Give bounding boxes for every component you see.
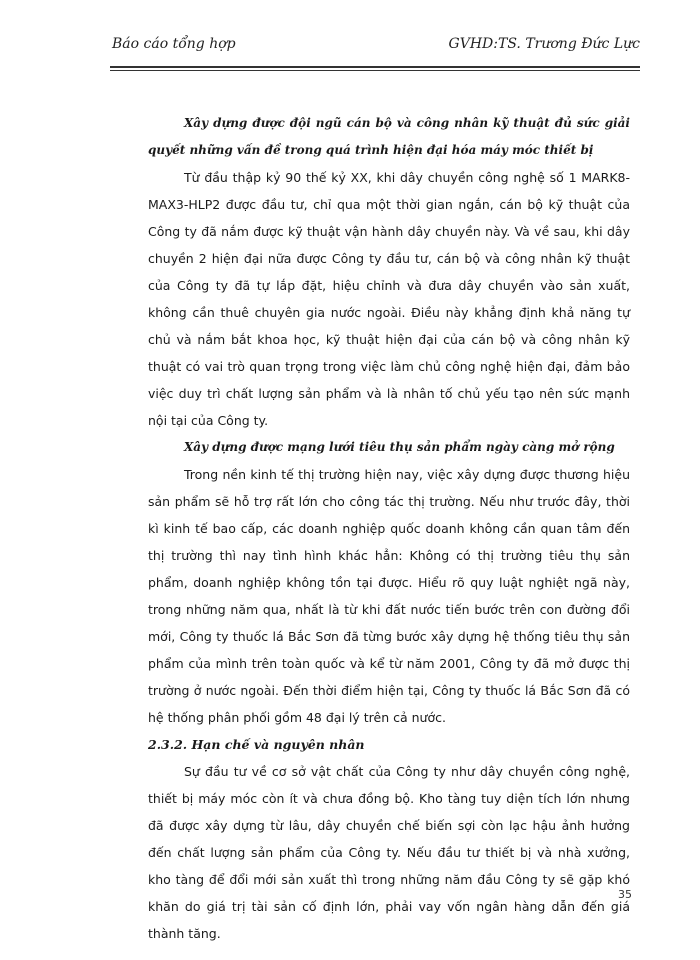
paragraph-limitations: Sự đầu tư về cơ sở vật chất của Công ty như dây chuyền công nghệ, thiết bị máy móc còn ít và chưa đồng bộ. Kho tàng tuy diện tích lớn nhưng đã được xây dựng từ lâu, dây chuyền chế biến sợi còn lạc hậu ảnh hưởng đến chất lượng sản phẩm của Công ty. Nếu đầu tư thiết bị và nhà xưởng, kho tàng để đổi mới sản xuất thì trong những năm đầu Công ty sẽ gặp khó khăn do giá trị tài sản cố định lớn, phải vay vốn ngân hàng dẫn đến giá thành tăng.: [148, 764, 630, 941]
paragraph-market: Trong nền kinh tế thị trường hiện nay, việc xây dựng được thương hiệu sản phẩm sẽ hỗ trợ rất lớn cho công tác thị trường. Nếu như trước đây, thời kì kinh tế bao cấp, các doanh nghiệp quốc doanh không cần quan tâm đến thị trường thì nay tình hình khác hẳn: Không có thị trường tiêu thụ sản phẩm, doanh nghiệp không tồn tại được. Hiểu rõ quy luật nghiệt ngã này, trong những năm qua, nhất là từ khi đất nước tiến bước trên con đường đổi mới, Công ty thuốc lá Bắc Sơn đã từng bước xây dựng hệ thống tiêu thụ sản phẩm của mình trên toàn quốc và kể từ năm 2001, Công ty đã mở được thị trường ở nước ngoài. Đến thời điểm hiện tại, Công ty thuốc lá Bắc Sơn đã có hệ thống phân phối gồm 48 đại lý trên cả nước.: [148, 467, 630, 725]
paragraph-technology: Từ đầu thập kỷ 90 thế kỷ XX, khi dây chuyền công nghệ số 1 MARK8-MAX3-HLP2 được đầu tư, chỉ qua một thời gian ngắn, cán bộ kỹ thuật của Công ty đã nắm được kỹ thuật vận hành dây chuyền này. Và về sau, khi dây chuyền 2 hiện đại nữa được Công ty đầu tư, cán bộ và công nhân kỹ thuật của Công ty đã tự lắp đặt, hiệu chỉnh và đưa dây chuyền vào sản xuất, không cần thuê chuyên gia nước ngoài. Điều này khẳng định khả năng tự chủ và nắm bắt khoa học, kỹ thuật hiện đại của cán bộ và công nhân kỹ thuật có vai trò quan trọng trong việc làm chủ công nghệ hiện đại, đảm bảo việc duy trì chất lượng sản phẩm và là nhân tố chủ yếu tạo nên sức mạnh nội tại của Công ty.: [148, 170, 630, 428]
document-body: [148, 110, 630, 947]
subheading-distribution: Xây dựng được mạng lưới tiêu thụ sản phẩm ngày càng mở rộng: [184, 440, 615, 454]
page-number: 35: [618, 888, 632, 901]
section-heading-2-3-2: 2.3.2. Hạn chế và nguyên nhân: [148, 737, 365, 752]
subheading-staff: Xây dựng được đội ngũ cán bộ và công nhân kỹ thuật đủ sức giải quyết những vấn đề trong quá trình hiện đại hóa máy móc thiết bị: [148, 116, 630, 157]
header-rule-thick: [110, 66, 640, 68]
header-rule-thin: [110, 70, 640, 71]
header-title-left: Báo cáo tổng hợp: [112, 36, 236, 52]
header-supervisor-right: GVHD:TS. Trương Đức Lực: [448, 36, 640, 52]
